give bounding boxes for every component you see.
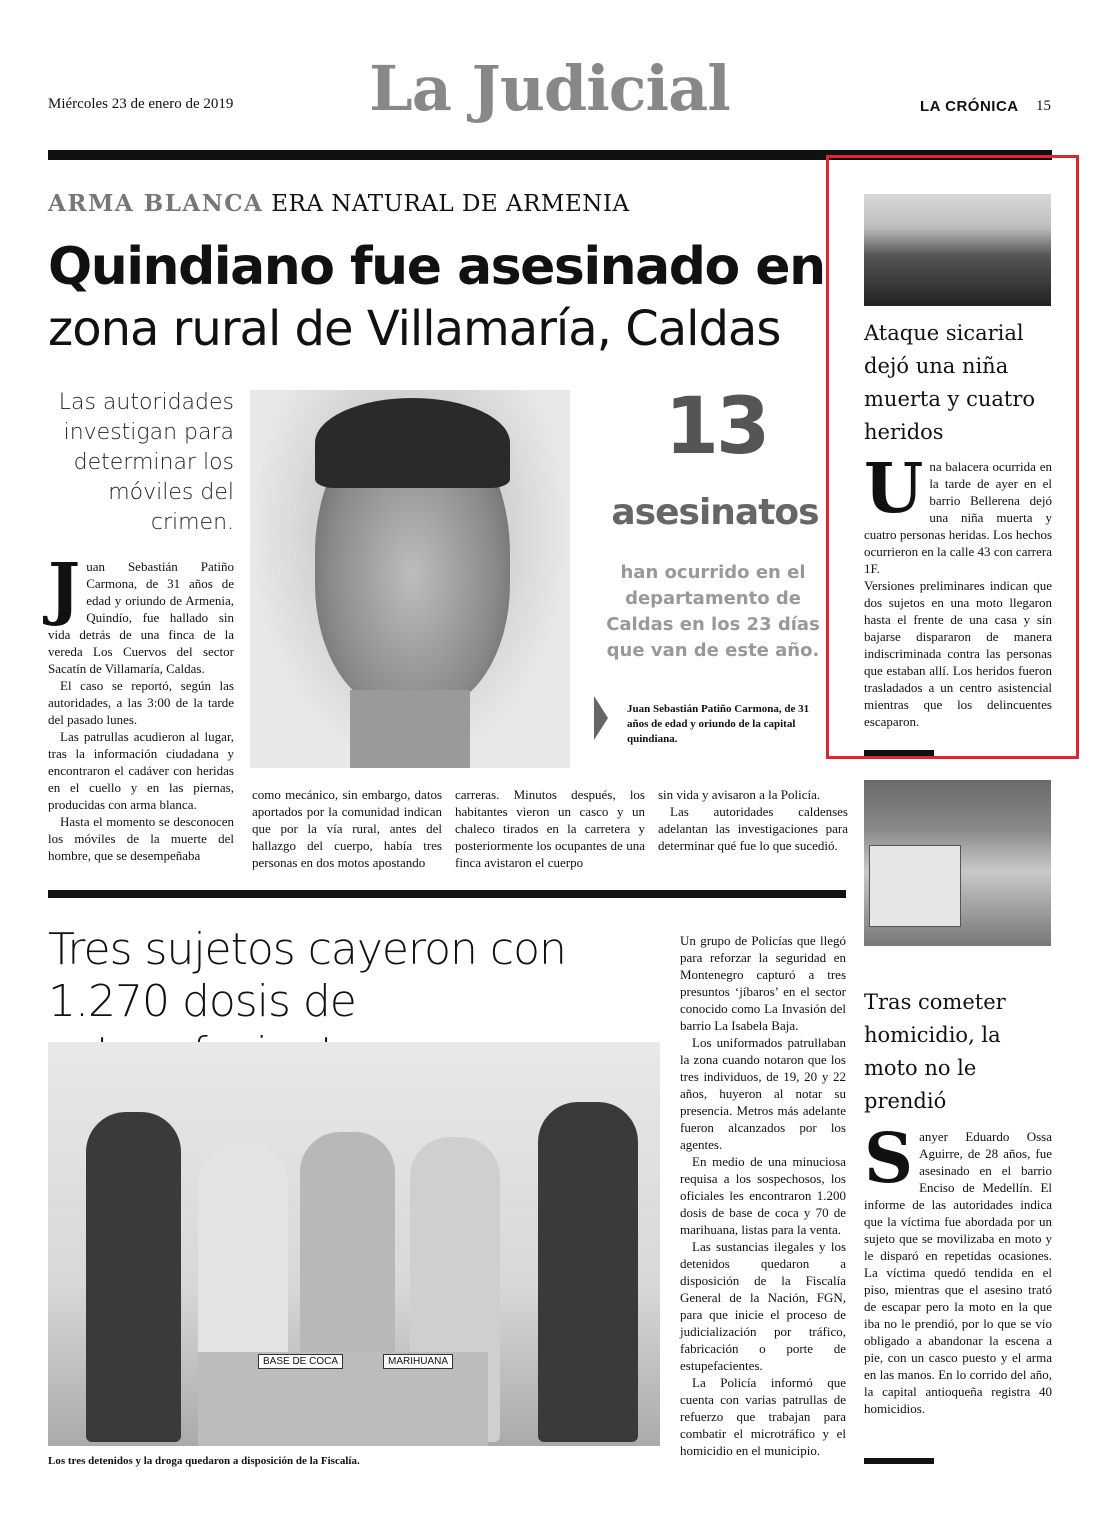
second-paragraph-2: Los uniformados patrullaban la zona cuando notaron que los tres individuos, de 19, 20 y 22 años, huyeron al notar su presencia. Metros más adelante fueron alcanzados por los agentes.	[680, 1035, 846, 1152]
sidebar2-paragraph: anyer Eduardo Ossa Aguirre, de 28 años, fue asesinado en el barrio Enciso de Medellín. El informe de las autoridades indica que la víctima fue abordada por un sujeto que se movilizaba en moto y le disparó en repetidas ocasiones. La víctima quedó tendida en el piso, mientras que el asesino trató de escapar pero la moto en la que iba no le prendió, por lo que se vio obligado a abandonar la escena a pie, con un casco puesto y el arma en las manos. En lo corrido del año, la capital antioqueña registra 40 homicidios.	[864, 1129, 1052, 1416]
sidebar2-dropcap: S	[864, 1119, 914, 1199]
photo-neck	[350, 690, 470, 768]
page-number: 15	[1036, 98, 1051, 114]
officer-right	[538, 1102, 638, 1442]
sidebar2-body	[864, 1119, 1052, 1417]
col4-paragraph-1: sin vida y avisaron a la Policía.	[658, 787, 821, 802]
caption-arrow-icon	[594, 696, 608, 740]
stat-description: han ocurrido en el departamento de Caldas en los 23 días que van de este año.	[606, 562, 820, 661]
newspaper-name: LA CRÓNICA	[920, 98, 1019, 115]
col1-paragraph-4: Hasta el momento se desconocen los móviles de la muerte del hombre, que se desempeñaba	[48, 814, 234, 863]
crime-scene-photo	[864, 780, 1051, 946]
col3-paragraph: carreras. Minutos después, los habitantes vieron un casco y un chaleco tirados en la carretera y posteriormente los ocupantes de una finca avistaron el cuerpo	[455, 787, 645, 870]
kicker-bold: ARMA BLANCA	[48, 190, 264, 217]
col2-paragraph: como mecánico, sin embargo, datos aportados por la comunidad indican que por la vía rural, antes del hallazgo del cuerpo, había tres personas en dos motos apostando	[252, 787, 442, 870]
main-column-1	[48, 549, 234, 864]
main-column-3	[455, 786, 645, 871]
col1-paragraph-2: El caso se reportó, según las autoridades, a las 3:00 de la tarde del pasado lunes.	[48, 678, 234, 727]
second-headline-line1: Tres sujetos cayeron con	[48, 924, 566, 975]
second-paragraph-5: La Policía informó que cuenta con varias patrullas de refuerzo que trabajan para combatir el microtráfico y el homicidio en el municipio.	[680, 1375, 846, 1458]
sidebar1-paragraph-2: Versiones preliminares indican que dos sujetos en una moto llegaron hasta el frente de una casa y sin bajarse dispararon de manera indiscriminada contra las personas que estaban allí. Los heridos fueron trasladados a un centro asistencial mientras que los delincuentes escaparon.	[864, 578, 1052, 729]
truck-shape	[869, 845, 961, 927]
label-marihuana: MARIHUANA	[383, 1354, 453, 1369]
stat-number: 13	[664, 382, 768, 472]
second-paragraph-4: Las sustancias ilegales y los detenidos quedaron a disposición de la Fiscalía General de la Nación, FGN, para que inicie el proceso de judicialización por tráfico, fabricación o porte de estupefacientes.	[680, 1239, 846, 1373]
stat-word: asesinatos	[611, 492, 819, 533]
dropcap: J	[48, 549, 81, 629]
sidebar1-headline: Ataque sicarial dejó una niña muerta y cuatro heridos	[864, 321, 1036, 444]
sidebar1-body	[864, 449, 1052, 730]
officer-left	[86, 1112, 181, 1442]
main-column-4	[658, 786, 848, 854]
sidebar2-headline: Tras cometer homicidio, la moto no le prendió	[864, 990, 1006, 1113]
sidebar1-dropcap: U	[864, 449, 924, 529]
sidebar1-end-rule	[864, 750, 934, 756]
sidebar1-paragraph-1: na balacera ocurrida en la tarde de ayer en el barrio Bellerena dejó una niña muerta y cuatro personas heridas. Los hechos ocurrieron en la calle 43 con carrera 1F.	[864, 459, 1052, 576]
col1-paragraph-1: uan Sebastián Patiño Carmona, de 31 años de edad y oriundo de Armenia, Quindío, fue hallado sin vida detrás de una finca de la vereda Los Cuervos del sector Sacatín de Villamaría, Caldas.	[48, 559, 234, 676]
col4-paragraph-2: Las autoridades caldenses adelantan las investigaciones para determinar qué fue lo que sucedió.	[658, 804, 848, 853]
main-column-2	[252, 786, 442, 871]
section-title: La Judicial	[369, 52, 730, 125]
sidebar2-end-rule	[864, 1458, 934, 1464]
crowd-photo	[864, 194, 1051, 306]
kicker	[48, 190, 630, 217]
main-headline-line1: Quindiano fue asesinado en	[48, 237, 825, 297]
main-deck: Las autoridades investigan para determinar los móviles del crimen.	[58, 390, 234, 535]
second-paragraph-1: Un grupo de Policías que llegó para reforzar la seguridad en Montenegro capturó a tres presuntos ‘jíbaros’ en el sector conocido como La Invasión del barrio La Isabela Baja.	[680, 933, 846, 1033]
issue-date: Miércoles 23 de enero de 2019	[48, 96, 234, 112]
arrest-photo	[48, 1042, 660, 1446]
photo-hair	[315, 398, 510, 488]
second-column	[680, 932, 846, 1459]
main-headline-line2: zona rural de Villamaría, Caldas	[48, 301, 781, 357]
kicker-rest: ERA NATURAL DE ARMENIA	[271, 191, 630, 217]
col1-paragraph-3: Las patrullas acudieron al lugar, tras la información ciudadana y encontraron el cadáver con heridas en el cuello y en las piernas, producidas con arma blanca.	[48, 729, 234, 812]
label-coca: BASE DE COCA	[258, 1354, 343, 1369]
second-paragraph-3: En medio de una minuciosa requisa a los sospechosos, los oficiales les encontraron 1.200 dosis de base de coca y 70 de marihuana, listas para la venta.	[680, 1154, 846, 1237]
arrest-photo-caption: Los tres detenidos y la droga quedaron a disposición de la Fiscalía.	[48, 1455, 360, 1467]
photo-caption: Juan Sebastián Patiño Carmona, de 31 años de edad y oriundo de la capital quindiana.	[627, 703, 810, 745]
victim-photo	[250, 390, 570, 768]
second-headline-line2: 1.270 dosis de	[48, 976, 356, 1027]
mid-rule	[48, 890, 846, 898]
